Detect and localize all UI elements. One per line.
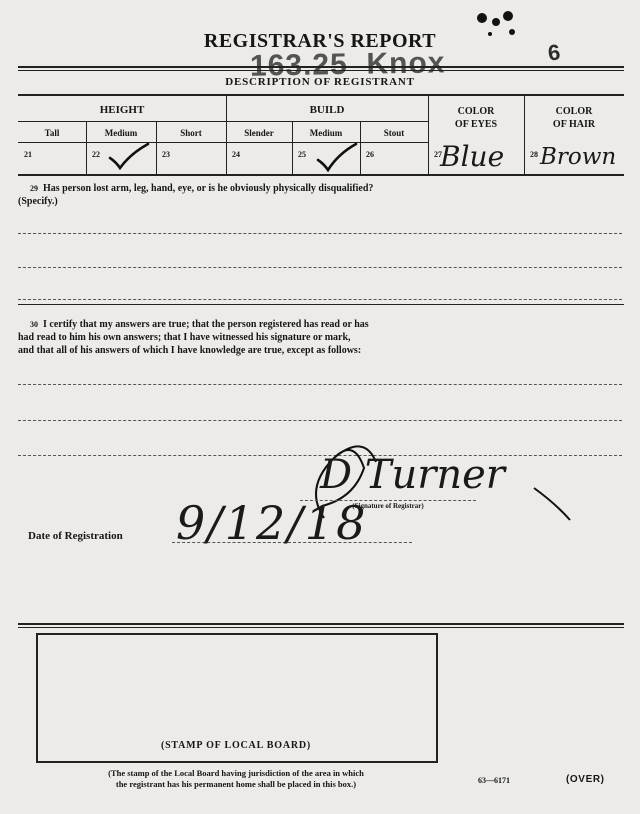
rule-q29-bottom xyxy=(18,304,624,305)
height-short-label: Short xyxy=(180,128,202,138)
description-title: DESCRIPTION OF REGISTRANT xyxy=(225,76,415,88)
registration-date-value: 9/12/18 xyxy=(176,496,368,550)
height-tall-label: Tall xyxy=(44,128,60,138)
rule-top-2 xyxy=(18,70,624,71)
eyes-value: Blue xyxy=(440,140,505,173)
rule-table-top xyxy=(18,94,624,96)
stamp-box-label: (STAMP OF LOCAL BOARD) xyxy=(160,740,312,751)
rule-subhead xyxy=(18,121,428,122)
q29-text: 29 Has person lost arm, leg, hand, eye, or is he obviously physically disqualified? xyxy=(30,183,374,194)
height-medium-num: 22 xyxy=(92,150,100,159)
build-stout-num: 26 xyxy=(366,150,374,159)
build-medium-checkmark xyxy=(316,142,358,172)
stamped-serial: 163.25 Knox xyxy=(249,46,446,83)
registrar-signature: D Turner xyxy=(320,452,505,498)
form-number: 63—6171 xyxy=(478,776,510,785)
rule-lower-1 xyxy=(18,623,624,625)
hair-header-line2: OF HAIR xyxy=(552,119,596,130)
hair-header-line1: COLOR xyxy=(555,106,593,117)
corner-mark: 6 xyxy=(546,39,562,66)
q29-specify: (Specify.) xyxy=(18,196,58,207)
rule-nums xyxy=(18,142,428,143)
build-stout-label: Stout xyxy=(383,128,405,138)
q29-answer-line-2 xyxy=(18,267,622,268)
build-medium-num: 25 xyxy=(298,150,306,159)
q30-text: 30 I certify that my answers are true; that the person registered has read or has had read to him his own answers; that I have witnessed his signature or mark, and that all of his answers of which I have knowledge are true, except as follows: xyxy=(18,319,369,356)
rule-top xyxy=(18,66,624,68)
build-slender-num: 24 xyxy=(232,150,240,159)
signature-caption: (Signature of Registrar) xyxy=(352,502,424,510)
registration-date-label: Date of Registration xyxy=(28,530,123,542)
build-header: BUILD xyxy=(309,104,345,116)
rule-lower-2 xyxy=(18,627,624,628)
report-title: REGISTRAR'S REPORT xyxy=(203,30,437,52)
stamp-box-note: (The stamp of the Local Board having jurisdiction of the area in which the registrant has his permanent home shall be placed in this box.) xyxy=(108,768,364,789)
hair-num: 28 xyxy=(530,150,538,159)
eyes-header-line1: COLOR xyxy=(457,106,495,117)
q30-answer-line-2 xyxy=(18,420,622,421)
height-short-num: 23 xyxy=(162,150,170,159)
height-header: HEIGHT xyxy=(99,104,145,116)
hair-value: Brown xyxy=(540,144,617,170)
build-medium-label: Medium xyxy=(309,128,343,138)
rule-table-bottom xyxy=(18,174,624,176)
height-tall-num: 21 xyxy=(24,150,32,159)
over-marker: (OVER) xyxy=(566,774,605,785)
eyes-header-line2: OF EYES xyxy=(454,119,498,130)
eyes-num: 27 xyxy=(434,150,442,159)
q30-answer-line-1 xyxy=(18,384,622,385)
q29-answer-line-1 xyxy=(18,233,622,234)
build-slender-label: Slender xyxy=(244,128,274,138)
height-medium-checkmark xyxy=(108,142,150,170)
q29-answer-line-3 xyxy=(18,299,622,300)
height-medium-label: Medium xyxy=(104,128,138,138)
